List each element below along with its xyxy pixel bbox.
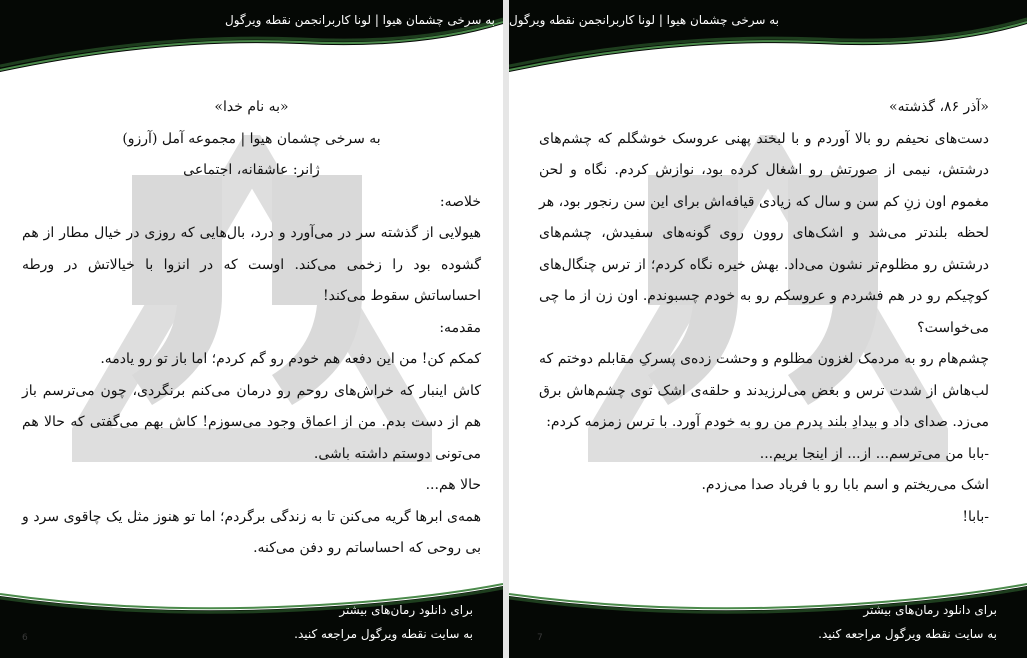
page-left [0,0,503,658]
footer-line-2: به سایت نقطه ویرگول مراجعه کنید. [818,627,997,641]
page-number: 7 [537,633,543,643]
text-paragraph: کمکم کن! من این دفعه هم خودم رو گم کردم؛ اما باز تو رو یادمه. [100,351,481,367]
text-paragraph: حالا هم... [425,477,481,493]
book-title: به سرخی چشمان هیوا | مجموعه آمل (آرزو) [122,130,381,147]
text-paragraph: چشم‌هام رو به مردمک لغزون مظلوم و وحشت زده‌ی پسرکِ مقابلم دوختم که لب‌هاش از شدت ترس و بغض می‌لرزیدند و حلقه‌ی اشک توی چشم‌هاش برق می‌زد. صدای داد و بیدادِ بلند پدرم من رو به خودم آورد. با ترس زمزمه کردم: [539,351,989,430]
header-title: به سرخی چشمان هیوا | لونا کاربرانجمن نقطه ویرگول [225,13,495,27]
intro-heading: مقدمه: [439,319,481,336]
page-footer [509,582,1027,658]
text-paragraph: کاش اینبار که خراش‌های روحم رو درمان می‌کنم برنگردی، چون می‌ترسم باز هم از دست بدم. من از اعماق وجود می‌سوزم! کاش بهم می‌گفتی که حالا هم می‌تونی دوستم داشته باشی. [22,382,481,462]
dialogue-line: -بابا من می‌ترسم... از... از اینجا بریم... [759,445,989,462]
text-line: «به نام خدا» [214,99,289,115]
summary-heading: خلاصه: [439,193,481,210]
page-footer [0,582,503,658]
section-heading: «آذر ۸۶، گذشته» [889,99,989,115]
footer-line-2: به سایت نقطه ویرگول مراجعه کنید. [294,627,473,641]
dialogue-line: -بابا! [962,508,989,525]
footer-line-1: برای دانلود رمان‌های بیشتر [339,603,473,617]
footer-line-1: برای دانلود رمان‌های بیشتر [863,603,997,617]
text-paragraph: اشک می‌ریختم و اسم بابا رو با فریاد صدا می‌زدم. [701,477,989,493]
summary-paragraph: هیولایی از گذشته سر در می‌آورد و درد، بال‌هایی که روزی در خیال مطار از هم گشوده بود را زخمی می‌کند. اوست که در انزوا با خیالاتش در ورطه احساساتش سقوط می‌کند! [22,225,481,304]
header-title: به سرخی چشمان هیوا | لونا کاربرانجمن نقطه ویرگول [509,13,779,27]
page-header [509,0,1027,72]
page-number: 6 [22,633,28,643]
page-right [509,0,1027,658]
page-header [0,0,503,72]
text-paragraph: همه‌ی ابرها گریه می‌کنن تا به زندگی برگردم؛ اما تو هنوز مثل یک چاقوی سرد و بی روحی که احساساتم رو دفن می‌کنه. [22,508,481,556]
left-page-body [22,92,481,565]
text-paragraph: دست‌های نحیفم رو بالا آوردم و با لبخند پهنی عروسک خوشگلم که چشم‌های درشتش، نیمی از صورتش رو اشغال کرده بود، نوازش کردم. نگاه و لحن مغموم اون زنِ کم سن و سال که زیادی قیافه‌اش برای این سن رنجور بود، هر لحظه بلندتر می‌شد و اشک‌های روون روی گونه‌های سفیدش، چشم‌های درشتش رو مظلوم‌تر نشون می‌داد. بهش خیره نگاه کردم؛ از ترس چنگال‌های کوچیکم رو در هم فشردم و عروسکم رو به خودم چسبوندم. اون زن از ما چی می‌خواست؟ [539,130,989,336]
right-page-body [539,92,989,533]
genre-line: ژانر: عاشقانه، اجتماعی [183,162,320,178]
